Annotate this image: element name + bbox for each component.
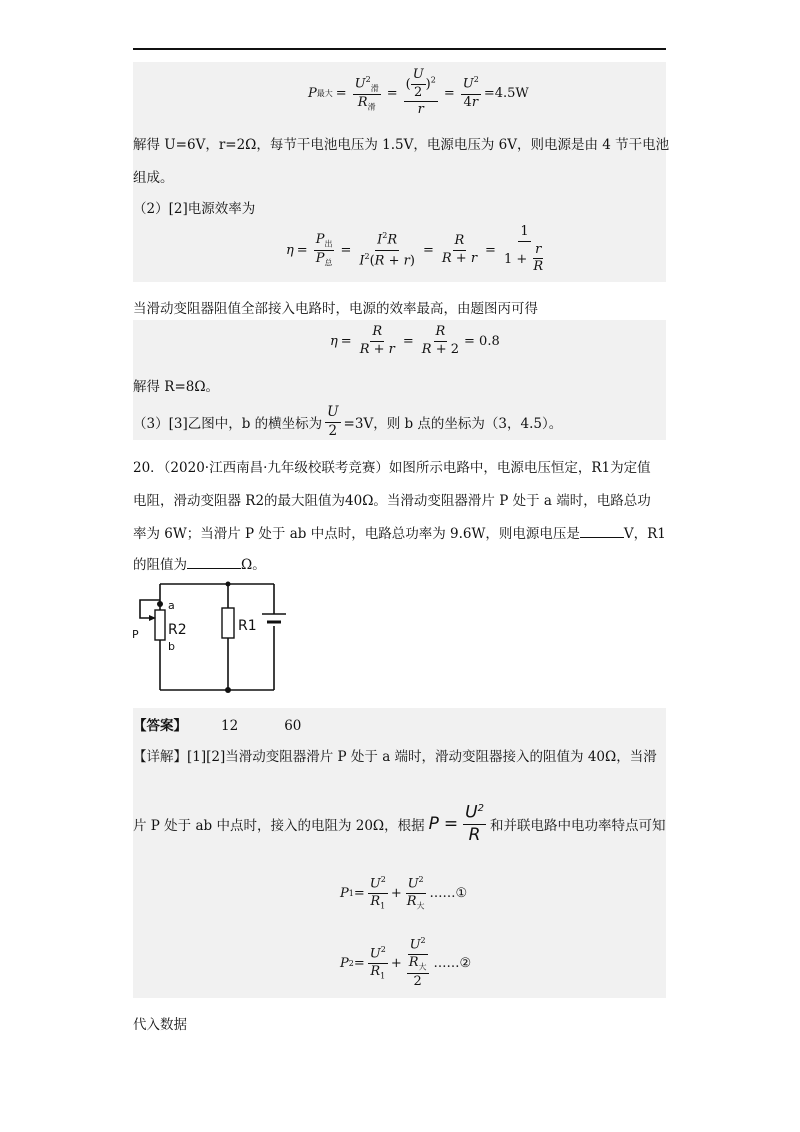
circuit-diagram <box>128 578 298 698</box>
junction-dot-a <box>157 601 163 607</box>
label-r1: R1 <box>238 618 257 634</box>
text-line-4: 当滑动变阻器阻值全部接入电路时，电源的效率最高，由题图丙可得 <box>133 301 538 317</box>
header-rule <box>133 48 666 50</box>
text-last-line: 代入数据 <box>133 1017 187 1033</box>
label-r2: R2 <box>168 622 187 638</box>
junction-dot-top <box>226 582 231 587</box>
text-line-6a: （3）[3]乙图中，b 的横坐标为 <box>133 416 323 432</box>
junction-dot-bottom <box>225 687 231 693</box>
detail-line-2a: 片 P 处于 ab 中点时，接入的电阻为 20Ω，根据 <box>133 818 425 834</box>
resistor-r2 <box>155 610 165 640</box>
text-line-6b: =3V，则 b 点的坐标为（3，4.5）。 <box>343 416 563 432</box>
q20-line-4 <box>133 553 266 573</box>
equation-2: P 2 = $\frac{U^2}{R_1}$ + $\frac{U^2}{\frac{R_大}{2}}$ ……② <box>340 936 472 990</box>
resistor-r1 <box>222 608 234 638</box>
equation-1-tag: ……① <box>429 885 468 901</box>
answer-blank-2 <box>187 556 241 569</box>
text-line-2: 组成。 <box>133 170 174 186</box>
q20-line-1: 20．（2020·江西南昌·九年级校联考竞赛）如图所示电路中，电源电压恒定，R1为定值 <box>133 460 651 476</box>
answer-value-1: 12 <box>221 718 239 734</box>
q20-line-3a: 率为 6W；当滑片 P 处于 ab 中点时，电路总功率为 9.6W，则电源电压是 <box>133 526 580 542</box>
formula-efficiency-value: η = $\frac{R}{R + r}$ = $\frac{R}{R + 2}$ = 0.8 <box>330 323 500 357</box>
q20-line-4a: 的阻值为 <box>133 557 187 573</box>
q20-line-2: 电阻，滑动变阻器 R2的最大阻值为40Ω。当滑动变阻器滑片 P 处于 a 端时，电路总功 <box>133 493 651 509</box>
q20-line-3 <box>133 522 666 542</box>
text-line-3: （2）[2]电源效率为 <box>133 201 256 217</box>
formula-efficiency: η = $\frac{P_出}{P_总}$ = $\frac{I^2R}{I^2(R + r)}$ = $\frac{R}{R + r}$ = 1 1 + $\frac{r}{R}$ <box>286 223 544 275</box>
label-p: P <box>132 628 139 641</box>
text-line-5: 解得 R=8Ω。 <box>133 379 220 395</box>
formula-power-max: P 最大 = $\frac{U^2_滑}{R_滑}$ = ( $\frac{U}{2}$ )$^2$ r = $\frac{U^2}{4r}$ =4.5W <box>308 66 529 118</box>
equation-2-tag: ……② <box>433 955 472 971</box>
answer-blank-1 <box>580 525 624 538</box>
detail-line-1: 【详解】[1][2]当滑动变阻器滑片 P 处于 a 端时，滑动变阻器接入的阻值为 40Ω，当滑 <box>133 749 657 765</box>
formula-1-result: =4.5W <box>483 85 529 101</box>
q20-line-3b: V，R1 <box>623 526 666 542</box>
text-line-6: （3）[3]乙图中，b 的横坐标为 $\frac{U}{2}$ =3V，则 b 点的坐标为（3，4.5）。 <box>133 403 563 439</box>
label-a: a <box>168 599 175 612</box>
formula-3-result: = 0.8 <box>464 333 500 349</box>
q20-line-4b: Ω。 <box>241 557 266 573</box>
equation-1: P 1 = $\frac{U^2}{R_1}$ + $\frac{U^2}{R_大}$ ……① <box>340 874 468 911</box>
answer-value-2: 60 <box>284 718 302 734</box>
detail-line-2b: 和并联电路中电功率特点可知 <box>489 818 666 834</box>
answer-label: 【答案】 <box>133 718 187 734</box>
text-line-1: 解得 U=6V，r=2Ω，每节干电池电压为 1.5V，电源电压为 6V，则电源是由 4 节干电池 <box>133 137 670 153</box>
answer-line <box>133 714 301 734</box>
detail-line-2: 片 P 处于 ab 中点时，接入的电阻为 20Ω，根据 P = $\frac{U^2}{R}$ 和并联电路中电功率特点可知 <box>133 802 666 845</box>
label-b: b <box>168 640 175 653</box>
